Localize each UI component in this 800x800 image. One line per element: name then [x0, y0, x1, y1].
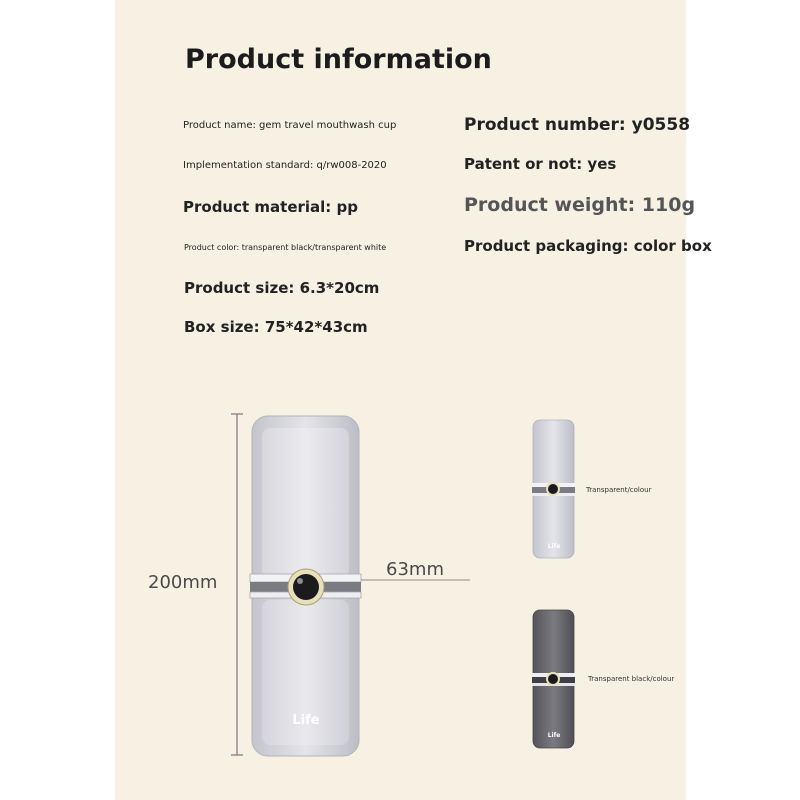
spec-product-material: Product material: pp	[183, 198, 358, 216]
main-cup	[250, 416, 361, 756]
spec-product-color: Product color: transparent black/transparent white	[184, 243, 387, 252]
height-label: 200mm	[148, 572, 218, 593]
variant-logo-light: Life	[547, 543, 561, 550]
spec-product-number: Product number: y0558	[464, 115, 691, 135]
brand-logo: Life	[292, 713, 320, 728]
variant-caption-transparent: Transparent/colour	[586, 486, 652, 494]
variant-cup-transparent	[532, 420, 575, 558]
width-label: 63mm	[386, 559, 444, 580]
spec-product-name: Product name: gem travel mouthwash cup	[183, 120, 397, 131]
height-dimension-line	[231, 414, 243, 755]
variant-caption-black: Transparent black/colour	[588, 675, 675, 683]
spec-product-size: Product size: 6.3*20cm	[184, 279, 380, 297]
page-title: Product information	[185, 44, 492, 75]
variant-cup-black	[532, 610, 575, 748]
spec-patent: Patent or not: yes	[464, 155, 617, 173]
spec-product-weight: Product weight: 110g	[464, 194, 696, 216]
spec-implementation-standard: Implementation standard: q/rw008-2020	[183, 160, 387, 171]
spec-box-size: Box size: 75*42*43cm	[184, 318, 368, 336]
variant-logo-dark: Life	[547, 732, 561, 739]
spec-product-packaging: Product packaging: color box	[464, 237, 712, 255]
